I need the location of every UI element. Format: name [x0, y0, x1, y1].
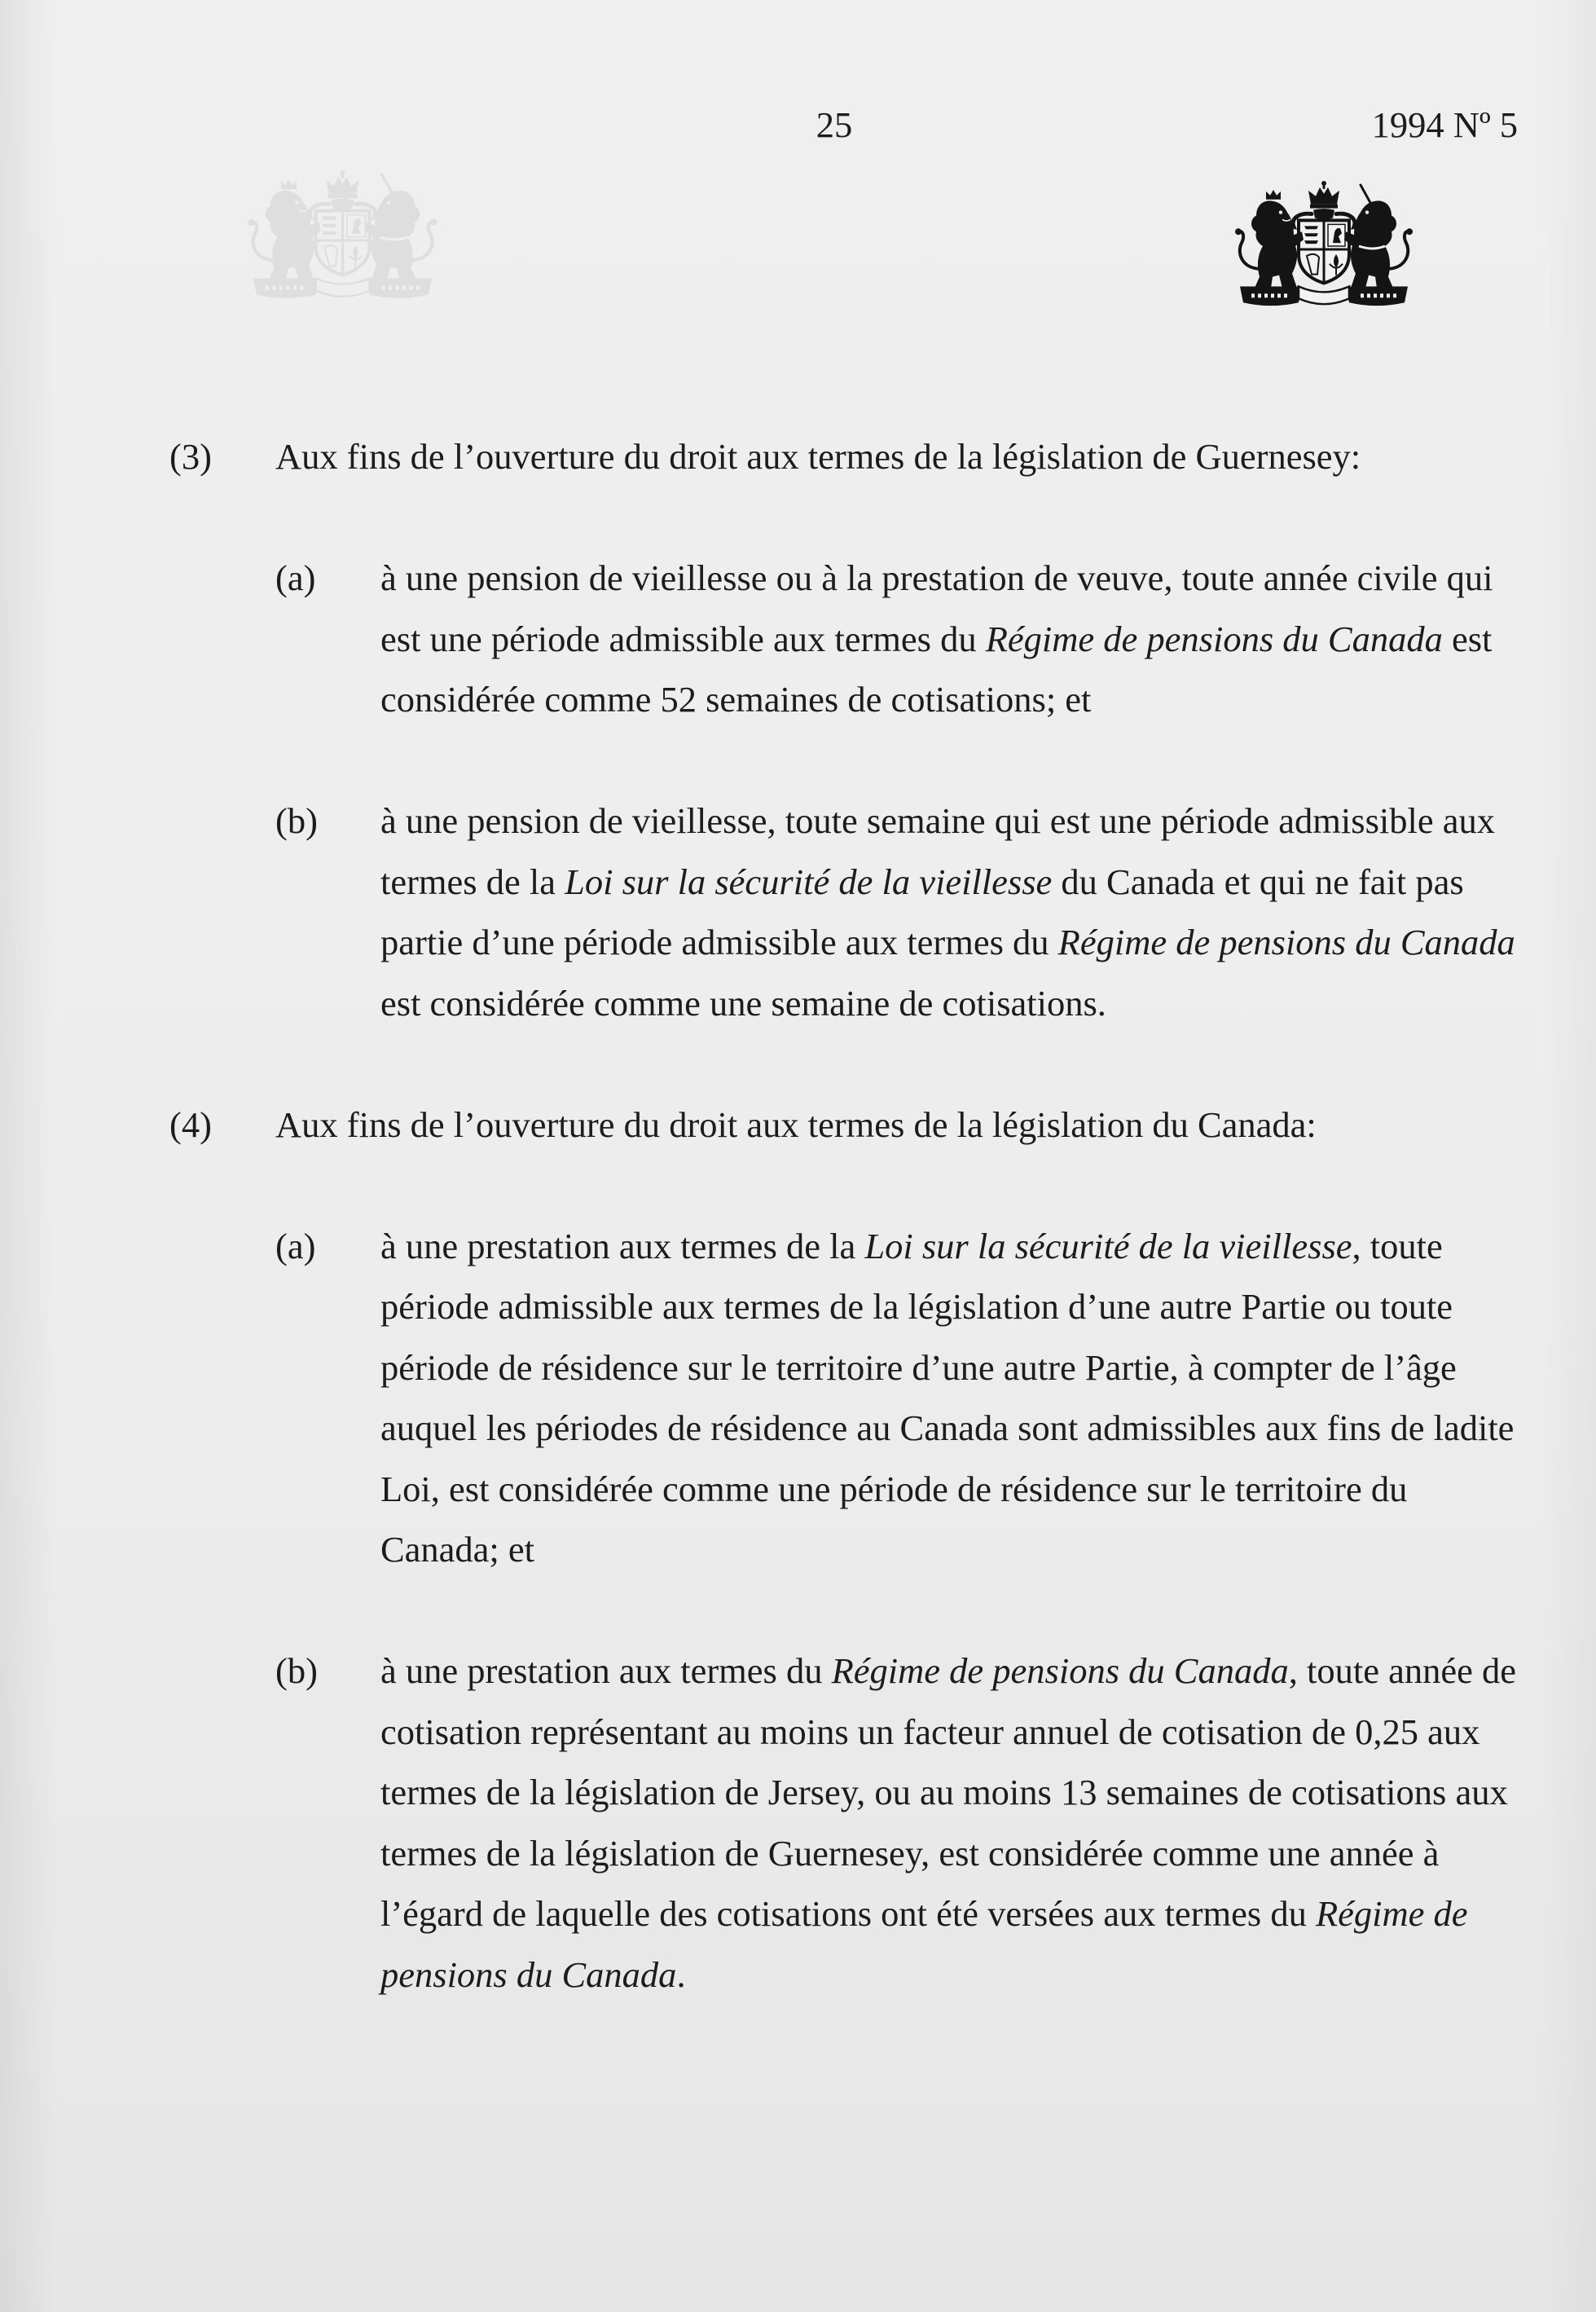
subparagraph: [0, 1640, 1596, 2005]
text-segment: à une prestation aux termes du: [380, 1650, 832, 1691]
text-line: [380, 1823, 1596, 1884]
italic-statute-title: Régime de pensions du Canada: [831, 1650, 1289, 1691]
text-segment: cotisation représentant au moins un facteur annuel de cotisation de 0,25 aux: [380, 1711, 1480, 1752]
text-line: [380, 912, 1596, 973]
text-segment: est une période admissible aux termes du: [380, 618, 986, 659]
text-line: [380, 1762, 1596, 1823]
text-segment: .: [676, 1953, 686, 1995]
text-segment: termes de la législation de Guernesey, est considérée comme une année à: [380, 1832, 1440, 1874]
text-segment: période de résidence sur le territoire d’une autre Partie, à compter de l’âge: [380, 1346, 1457, 1388]
subparagraph-label: (b): [275, 800, 318, 841]
text-segment: partie d’une période admissible aux termes du: [380, 922, 1058, 962]
paragraph-heading: [0, 426, 1596, 487]
text-segment: période admissible aux termes de la législation d’une autre Partie ou toute: [380, 1286, 1453, 1327]
subparagraph-label: (b): [275, 1650, 318, 1691]
text-segment: du Canada et qui ne fait pas: [1052, 861, 1464, 902]
subparagraph-text: [380, 1216, 1596, 1580]
text-line: [380, 1216, 1596, 1277]
subparagraph-text: [380, 1640, 1596, 2005]
paragraph-intro-text: Aux fins de l’ouverture du droit aux termes de la législation du Canada:: [275, 1103, 1317, 1145]
text-line: [380, 1640, 1596, 1702]
subparagraph: [0, 1216, 1596, 1580]
italic-statute-title: Loi sur la sécurité de la vieillesse: [864, 1225, 1352, 1266]
paragraph-intro-text: Aux fins de l’ouverture du droit aux termes de la législation de Guernesey:: [275, 436, 1361, 477]
paragraph-number: (3): [169, 436, 212, 477]
subparagraph-text: [380, 790, 1596, 1033]
text-line: [380, 1398, 1596, 1459]
text-line: [380, 669, 1596, 730]
paragraph-number: (4): [169, 1103, 212, 1145]
text-segment: est: [1442, 618, 1493, 659]
text-segment: , toute: [1352, 1225, 1443, 1266]
document-body: [0, 426, 1596, 2005]
italic-statute-title: Loi sur la sécurité de la vieillesse: [565, 861, 1053, 902]
text-segment: termes de la législation de Jersey, ou au moins 13 semaines de cotisations aux: [380, 1772, 1508, 1812]
text-segment: à une prestation aux termes de la: [380, 1225, 865, 1266]
text-line: [380, 1883, 1596, 1944]
text-segment: à une pension de vieillesse ou à la prestation de veuve, toute année civile qui: [380, 557, 1493, 598]
italic-statute-title: Régime de pensions du Canada: [1057, 922, 1515, 962]
italic-statute-title: pensions du Canada: [380, 1953, 677, 1995]
text-line: [380, 1519, 1596, 1580]
text-segment: Loi, est considérée comme une période de résidence sur le territoire du: [380, 1468, 1408, 1509]
text-segment: considérée comme 52 semaines de cotisations; et: [380, 679, 1092, 720]
italic-statute-title: Régime de pensions du Canada: [985, 618, 1443, 659]
text-segment: est considérée comme une semaine de cotisations.: [380, 982, 1106, 1024]
text-segment: l’égard de laquelle des cotisations ont été versées aux termes du: [380, 1893, 1316, 1934]
paragraph-heading: [0, 1094, 1596, 1156]
italic-statute-title: Régime de: [1315, 1893, 1468, 1934]
text-segment: Canada; et: [380, 1529, 535, 1570]
coat-of-arms-icon: [1230, 180, 1418, 317]
text-segment: , toute année de: [1288, 1650, 1516, 1691]
article-paragraph: [0, 1094, 1596, 2006]
text-line: [380, 790, 1596, 852]
text-line: [380, 1459, 1596, 1520]
text-line: [380, 1702, 1596, 1763]
bleed-through-coat-of-arms-icon: [243, 170, 442, 310]
subparagraph-text: [380, 548, 1596, 730]
text-line: [380, 852, 1596, 913]
subparagraph-label: (a): [275, 1225, 316, 1266]
subparagraph: [0, 790, 1596, 1033]
page-number: 25: [816, 104, 853, 145]
text-segment: termes de la: [380, 861, 565, 902]
document-reference: 1994 Nº 5: [1371, 104, 1518, 145]
subparagraph-label: (a): [275, 557, 316, 598]
text-line: [380, 548, 1596, 609]
text-line: [380, 1276, 1596, 1337]
text-line: [380, 1337, 1596, 1398]
article-paragraph: [0, 426, 1596, 1033]
subparagraph: [0, 548, 1596, 730]
text-line: [380, 973, 1596, 1034]
text-line: [380, 1944, 1596, 2006]
text-segment: à une pension de vieillesse, toute semaine qui est une période admissible aux: [380, 800, 1496, 841]
text-line: [380, 609, 1596, 670]
text-segment: auquel les périodes de résidence au Canada sont admissibles aux fins de ladite: [380, 1407, 1515, 1448]
